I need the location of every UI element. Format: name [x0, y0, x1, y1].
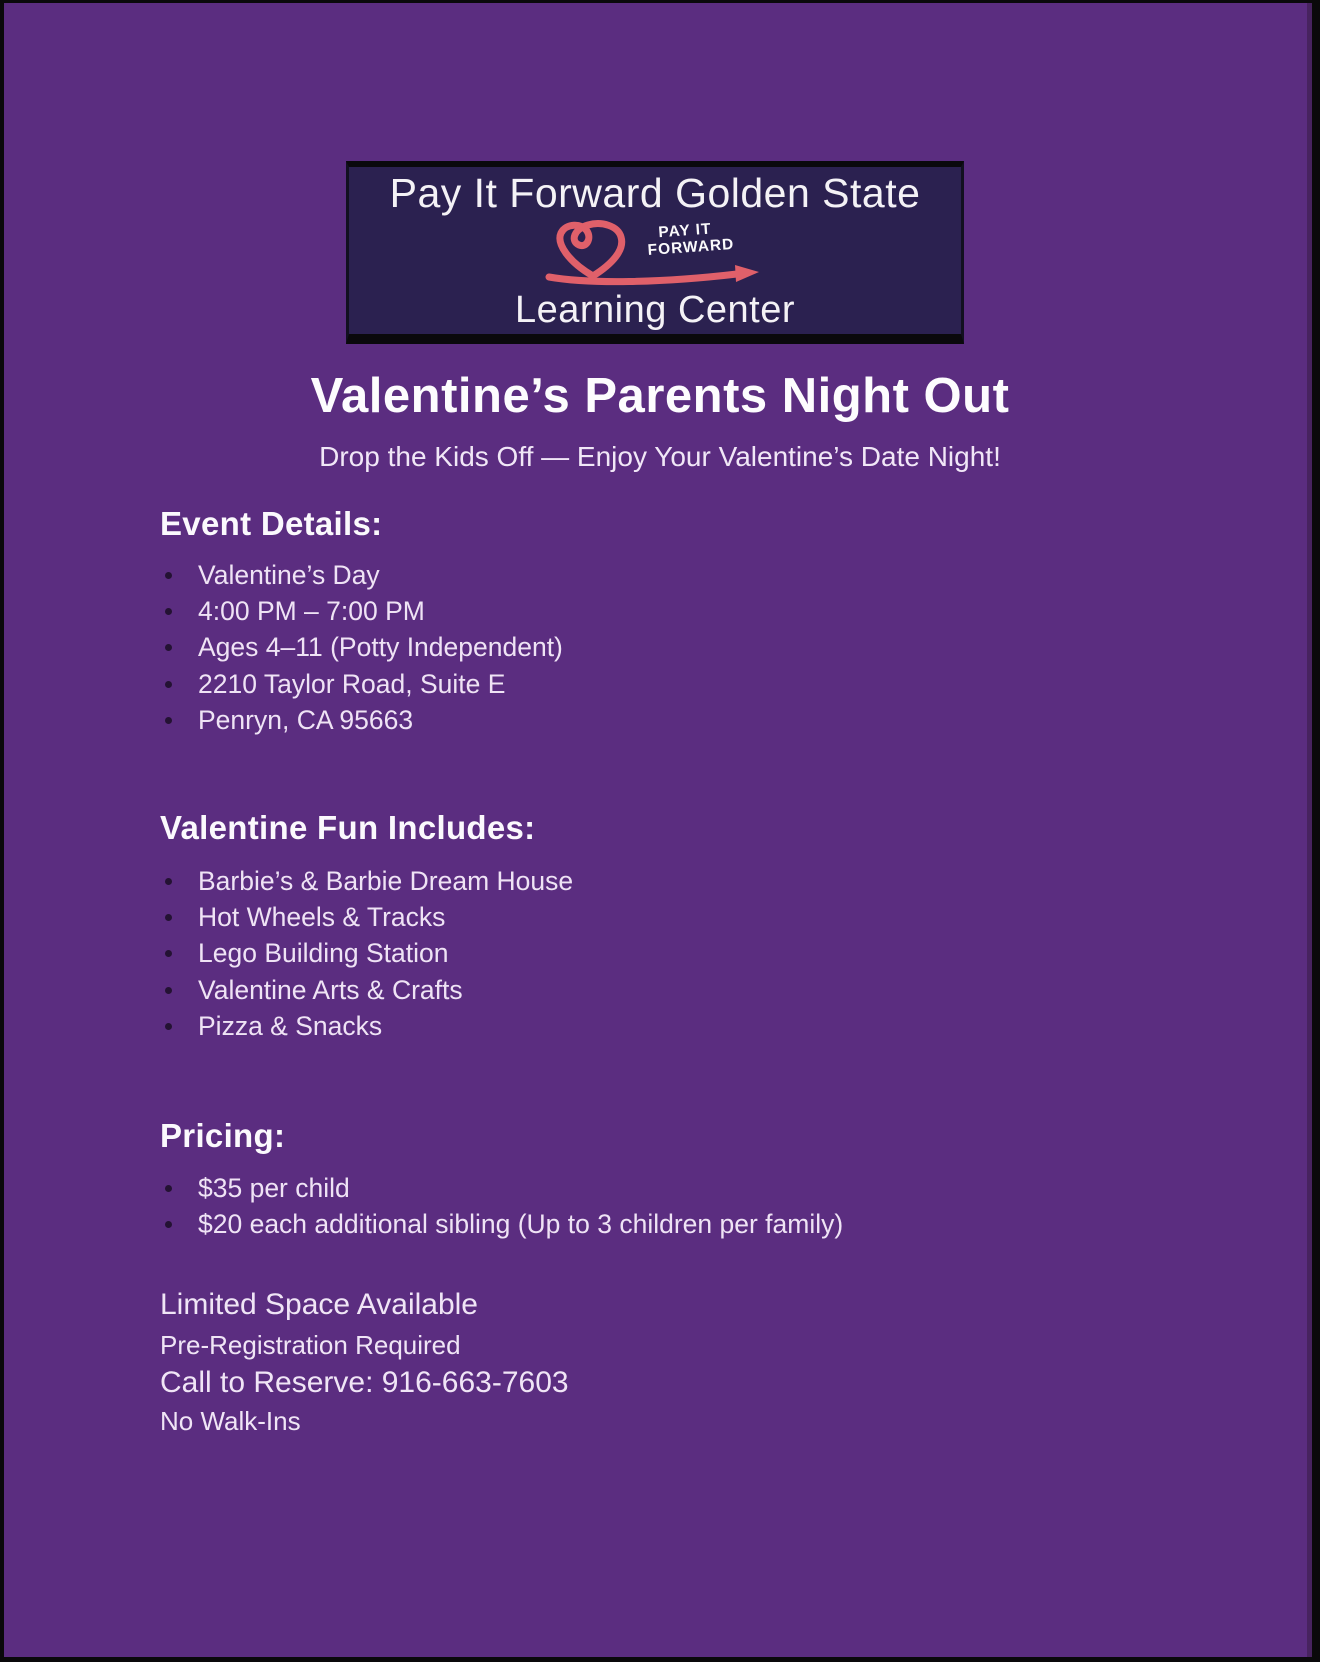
section-heading-event-details: Event Details: [160, 505, 383, 542]
section-heading-pricing: Pricing: [160, 1117, 286, 1154]
list-item: $20 each additional sibling (Up to 3 children per family) [160, 1206, 843, 1242]
event-subtitle: Drop the Kids Off — Enjoy Your Valentine’s Date Night! [319, 441, 1001, 472]
list-item: Hot Wheels & Tracks [160, 899, 573, 935]
right-edge-border [1312, 0, 1320, 1662]
org-name: Pay It Forward Golden State [389, 170, 921, 216]
logo-banner [346, 161, 964, 344]
org-subname: Learning Center [514, 289, 795, 331]
pricing-list [160, 1170, 843, 1242]
list-item: Valentine’s Day [160, 557, 563, 593]
logo-wordmark-line1: PAY IT [657, 220, 713, 242]
pay-it-forward-logo [535, 220, 775, 286]
list-item: Pizza & Snacks [160, 1008, 573, 1044]
top-edge-border [0, 0, 1320, 3]
logo-wordmark-line2: FORWARD [647, 235, 735, 259]
logo-wordmark [646, 219, 735, 259]
left-edge-border [0, 0, 4, 1662]
list-item: 2210 Taylor Road, Suite E [160, 666, 563, 702]
footer-preregistration: Pre-Registration Required [160, 1330, 461, 1360]
list-item: Penryn, CA 95663 [160, 702, 563, 738]
list-item: 4:00 PM – 7:00 PM [160, 593, 563, 629]
footer-no-walkins: No Walk-Ins [160, 1406, 301, 1436]
list-item: Valentine Arts & Crafts [160, 972, 573, 1008]
list-item: Lego Building Station [160, 935, 573, 971]
bottom-edge-border [0, 1657, 1320, 1662]
section-heading-fun-includes: Valentine Fun Includes: [160, 809, 536, 846]
footer-limited-space: Limited Space Available [160, 1288, 478, 1321]
list-item: Ages 4–11 (Potty Independent) [160, 629, 563, 665]
event-details-list [160, 557, 563, 738]
event-title: Valentine’s Parents Night Out [310, 369, 1010, 423]
fun-includes-list [160, 863, 573, 1044]
list-item: Barbie’s & Barbie Dream House [160, 863, 573, 899]
list-item: $35 per child [160, 1170, 843, 1206]
footer-call-to-reserve: Call to Reserve: 916-663-7603 [160, 1366, 569, 1399]
